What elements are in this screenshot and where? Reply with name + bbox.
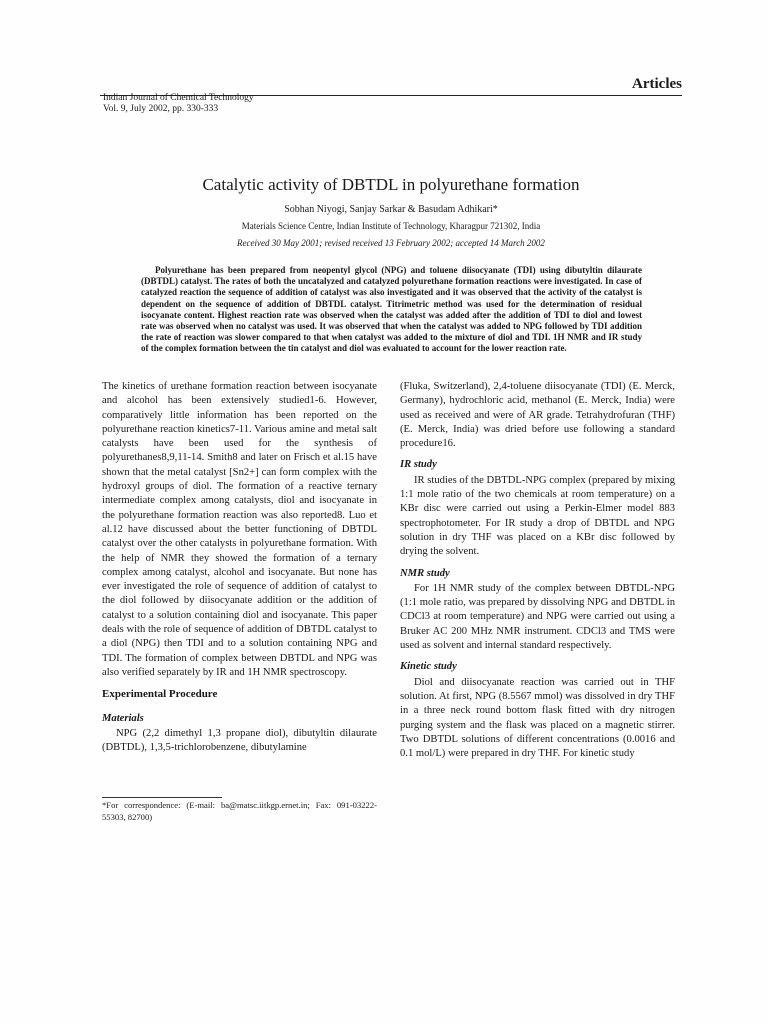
nmr-heading: NMR study: [400, 567, 450, 579]
nmr-paragraph: For 1H NMR study of the complex between DBTDL-NPG (1:1 mole ratio, was prepared by dissolving NPG and DBTDL in CDCl3 at room temperature) and NPG were carried out using a Bruker AC 200 MHz NMR instrument. CDCl3 and TMS were used as solvent and internal standard respectively.: [400, 582, 675, 652]
footnote: *For correspondence: (E-mail: ba@matsc.iitkgp.ernet.in; Fax: 091-03222-55303, 82700): [102, 800, 377, 822]
kinetic-paragraph: Diol and diisocyanate reaction was carried out in THF solution. At first, NPG (8.5567 mmol) was dissolved in dry THF in a three neck round bottom flask fitted with dry nitrogen purging system and the flask was placed on a magnetic stirrer. Two DBTDL solutions of different concentrations (0.0016 and 0.1 mol/L) were prepared in dry THF. For kinetic study: [400, 676, 675, 760]
right-column: [400, 380, 675, 761]
materials-paragraph: NPG (2,2 dimethyl 1,3 propane diol), dibutyltin dilaurate (DBTDL), 1,3,5-trichlorobenzene, dibutylamine: [102, 727, 377, 754]
section-label: Articles: [632, 76, 682, 92]
article-affiliation: Materials Science Centre, Indian Institute of Technology, Kharagpur 721302, India: [241, 221, 541, 231]
materials-continued: (Fluka, Switzerland), 2,4-toluene diisocyanate (TDI) (E. Merck, Germany), hydrochloric acid, methanol (E. Merck, India) were used as received and were of AR grade. Tetrahydrofuran (THF) (E. Merck, India) was dried before use following a standard procedure16.: [400, 381, 675, 450]
kinetic-heading: Kinetic study: [400, 661, 457, 673]
intro-paragraph: The kinetics of urethane formation reaction between isocyanate and alcohol has been extensively studied1-6. However, comparatively little information has been reported on the polyurethane reaction kinetics7-11. Various amine and metal salt catalysts have been used for the synthesis of polyurethanes8,9,11-14. Smith8 and later on Frisch et al.15 have shown that the metal catalyst [Sn2+] can form complex with the hydroxyl groups of diol. The formation of a reactive ternary intermediate complex among catalysts, diol and isocyanate in the polyurethane formation reaction was also reported8. Luo et al.12 have discussed about the better functioning of DBTDL catalyst over the other catalysts in polyurethane formation. With the help of NMR they showed the formation of a ternary complex among catalyst, alcohol and isocyanate. But none has ever investigated the role of sequence of addition of catalyst to the diol followed by diisocyanate addition or the addition of catalyst to a solution containing diol and isocyanate. This paper deals with the role of sequence of addition of DBTDL catalyst to a diol (NPG) then TDI and to a solution containing NPG and TDI. The formation of complex between DBTDL and NPG was also verified separately by IR and 1H NMR spectroscopy.: [102, 381, 377, 678]
article-title: Catalytic activity of DBTDL in polyurethane formation: [202, 175, 580, 194]
article-dates: Received 30 May 2001; revised received 13 February 2002; accepted 14 March 2002: [237, 238, 545, 248]
left-column: [102, 380, 377, 755]
experimental-heading: Experimental Procedure: [102, 688, 218, 701]
article-abstract: Polyurethane has been prepared from neopentyl glycol (NPG) and toluene diisocyanate (TDI) using dibutyltin dilaurate (DBTDL) catalyst. The rates of both the uncatalyzed and catalyzed polyurethane formation reactions were investigated. In case of catalyzed reaction the sequence of addition of catalyst was also investigated and it was observed that the activity of the catalyst is dependent on the sequence of addition of DBTDL catalyst. Titrimetric method was used for the determination of residual isocyanate content. Highest reaction rate was observed when the catalyst was added after the addition of TDI to diol and lowest rate was observed when no catalyst was used. It was observed that when the catalyst was added to NPG followed by TDI addition the rate of reaction was slower compared to that when catalyst was added to the mixture of diol and TDI. 1H NMR and IR study of the complex formation between the tin catalyst and diol was evaluated to account for the lower reaction rate.: [141, 265, 642, 354]
article-authors: Sobhan Niyogi, Sanjay Sarkar & Basudam Adhikari*: [284, 204, 498, 215]
journal-info: [103, 93, 254, 115]
materials-heading: Materials: [102, 712, 144, 724]
journal-name: Indian Journal of Chemical Technology: [103, 93, 254, 103]
ir-paragraph: IR studies of the DBTDL-NPG complex (prepared by mixing 1:1 mole ratio of the two chemicals at room temperature) on a KBr disc were carried out using a Perkin-Elmer model 883 spectrophotometer. For IR study a drop of DBTDL and NPG solution in dry THF was placed on a KBr disc followed by drying the solvent.: [400, 474, 675, 558]
journal-issue: Vol. 9, July 2002, pp. 330-333: [103, 104, 219, 114]
footnote-rule: [102, 797, 222, 798]
ir-heading: IR study: [400, 459, 437, 471]
